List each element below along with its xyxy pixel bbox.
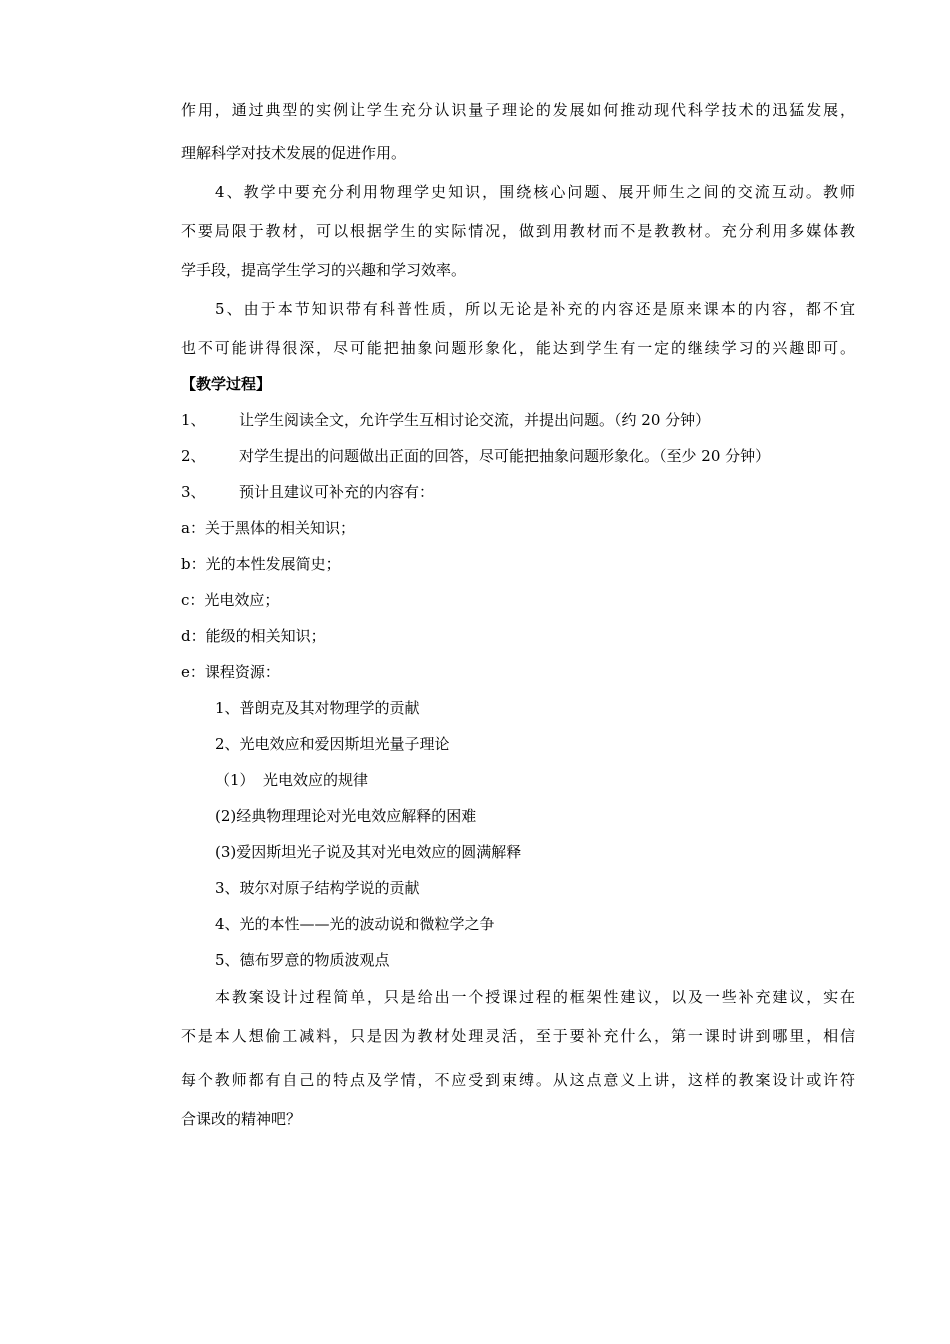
supplement-item: b：光的本性发展简史；	[181, 555, 341, 573]
step-text: 预计且建议可补充的内容有：	[239, 483, 435, 501]
resource-item: 1、普朗克及其对物理学的贡献	[215, 699, 420, 717]
step-item	[181, 482, 434, 502]
closing-line-2: 不是本人想偷工减料，只是因为教材处理灵活，至于要补充什么，第一课时讲到哪里，相信	[181, 1027, 855, 1045]
closing-line-4: 合课改的精神吧？	[181, 1110, 302, 1128]
point-4-line-2: 不要局限于教材，可以根据学生的实际情况，做到用教材而不是教教材。充分利用多媒体教	[181, 222, 855, 240]
resource-subitem	[215, 770, 368, 790]
resource-item: 5、德布罗意的物质波观点	[215, 951, 390, 969]
resource-subitem-text: 光电效应的规律	[263, 771, 369, 789]
step-item	[181, 410, 710, 430]
step-text: 对学生提出的问题做出正面的回答，尽可能把抽象问题形象化。（至少 20 分钟）	[239, 447, 771, 465]
resource-subitem: (2)经典物理理论对光电效应解释的困难	[215, 807, 477, 825]
closing-line-3: 每个教师都有自己的特点及学情，不应受到束缚。从这点意义上讲，这样的教案设计或许符	[181, 1071, 855, 1089]
point-4-line-1: 4、教学中要充分利用物理学史知识，围绕核心问题、展开师生之间的交流互动。教师	[215, 183, 855, 201]
step-number: 3、	[181, 483, 206, 501]
step-number: 1、	[181, 411, 206, 429]
resource-item: 2、光电效应和爱因斯坦光量子理论	[215, 735, 450, 753]
step-number: 2、	[181, 447, 206, 465]
step-item	[181, 446, 770, 466]
resource-subitem: (3)爱因斯坦光子说及其对光电效应的圆满解释	[215, 843, 522, 861]
supplement-item: d：能级的相关知识；	[181, 627, 326, 645]
point-5-line-1: 5、由于本节知识带有科普性质，所以无论是补充的内容还是原来课本的内容，都不宜	[215, 300, 855, 318]
step-text: 让学生阅读全文，允许学生互相讨论交流，并提出问题。（约 20 分钟）	[239, 411, 711, 429]
intro-line-2: 理解科学对技术发展的促进作用。	[181, 144, 407, 162]
resource-subitem-number: （1）	[215, 771, 255, 789]
intro-line-1: 作用，通过典型的实例让学生充分认识量子理论的发展如何推动现代科学技术的迅猛发展，	[181, 101, 855, 119]
supplement-item: c：光电效应；	[181, 591, 280, 609]
point-4-line-3: 学手段，提高学生学习的兴趣和学习效率。	[181, 261, 467, 279]
resource-item: 4、光的本性——光的波动说和微粒学之争	[215, 915, 495, 933]
point-5-line-2: 也不可能讲得很深，尽可能把抽象问题形象化，能达到学生有一定的继续学习的兴趣即可。	[181, 339, 855, 357]
supplement-item: e：课程资源：	[181, 663, 280, 681]
resource-item: 3、玻尔对原子结构学说的贡献	[215, 879, 420, 897]
section-heading: 【教学过程】	[181, 375, 272, 393]
closing-line-1: 本教案设计过程简单，只是给出一个授课过程的框架性建议，以及一些补充建议，实在	[215, 988, 855, 1006]
supplement-item: a：关于黑体的相关知识；	[181, 519, 355, 537]
